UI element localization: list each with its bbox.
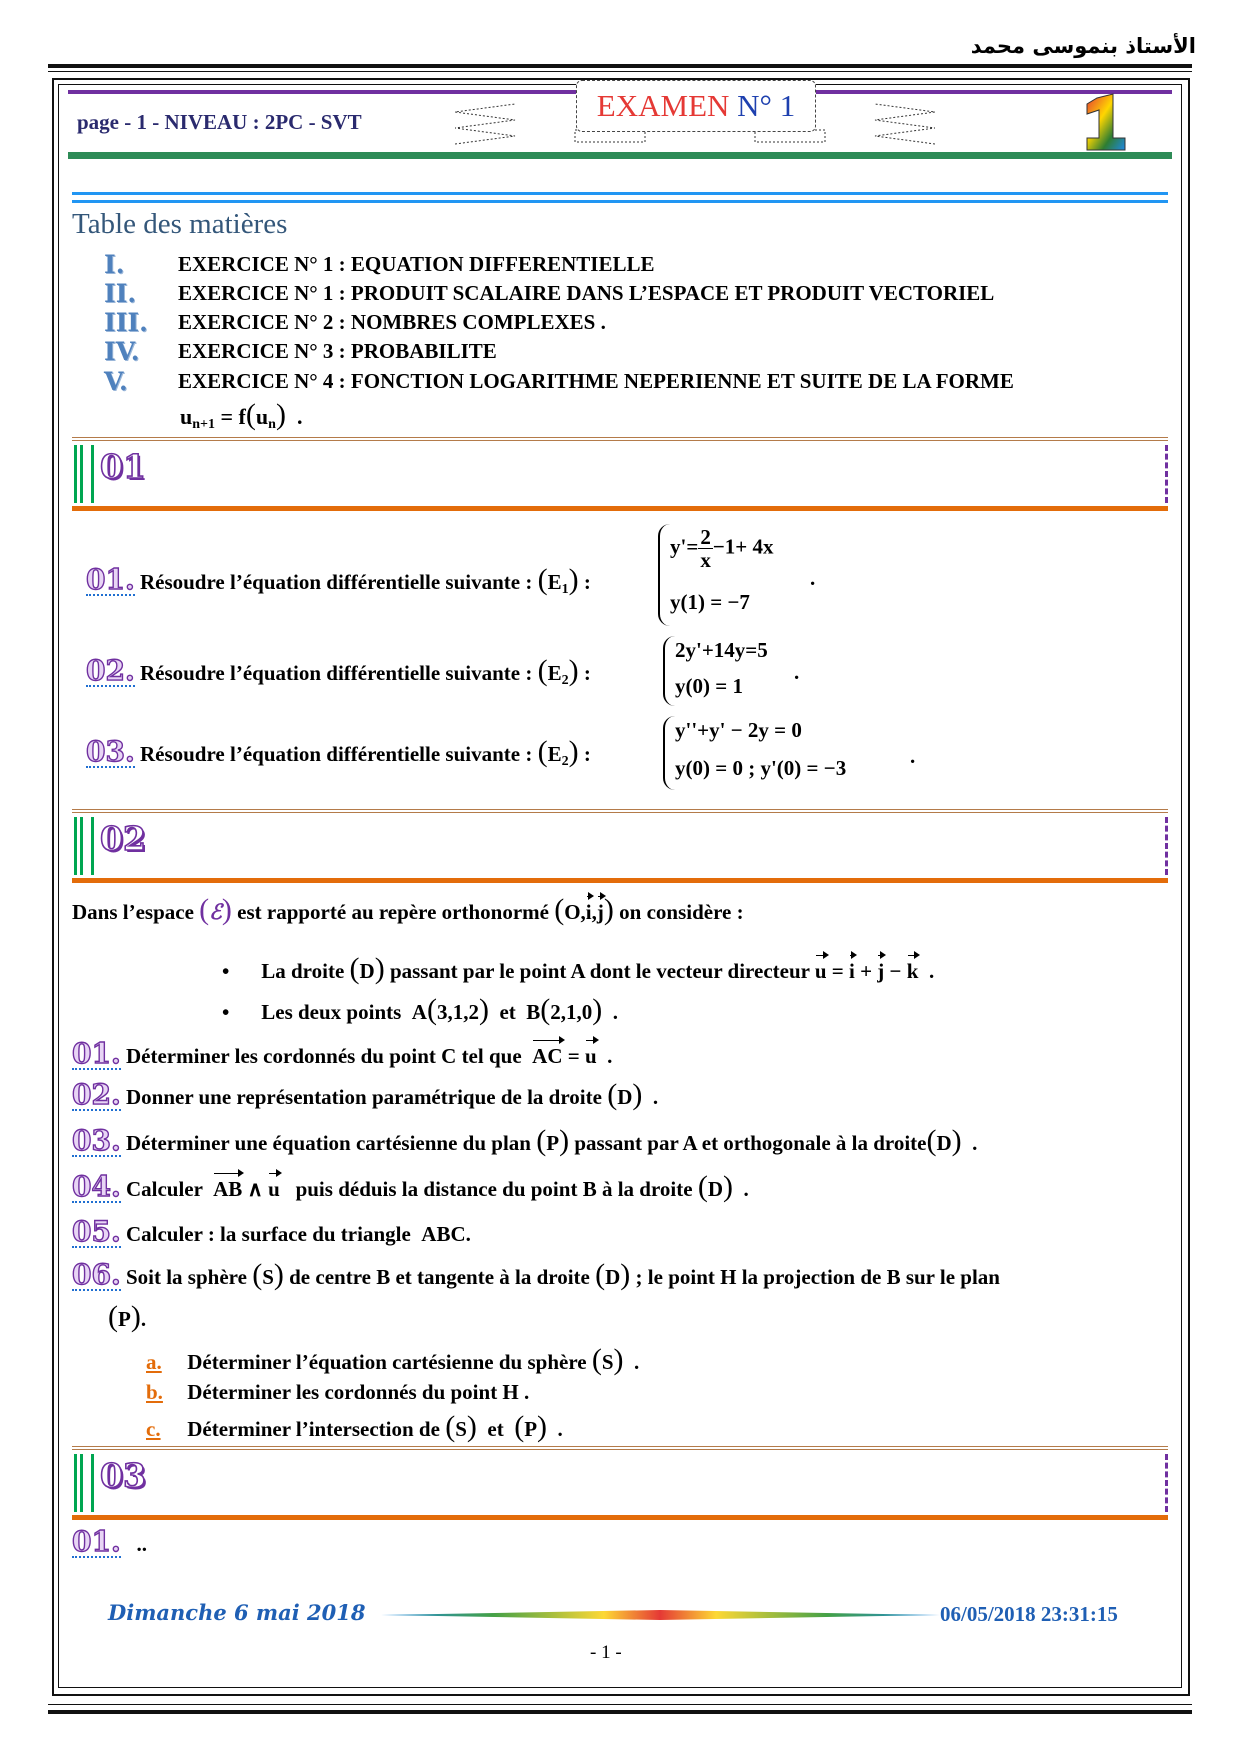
question-number: 03.	[72, 1124, 121, 1157]
exam-title-box	[576, 80, 816, 132]
section-header-01	[72, 437, 1168, 511]
question-number: 01.	[72, 1525, 121, 1558]
footer-timestamp: 06/05/2018 23:31:15	[940, 1602, 1118, 1626]
bottom-rule	[48, 1710, 1192, 1714]
bullet-item: • Les deux points A(3,1,2) et B(2,1,0) .	[222, 993, 619, 1026]
toc-numeral: I.	[104, 250, 125, 279]
toc-item[interactable]	[104, 279, 1104, 307]
equation-system-3: y''+y' − 2y = 0 y(0) = 0 ; y'(0) = −3	[663, 716, 913, 790]
bullet-item: • La droite (D) passant par le point A dont le vecteur directeur u = i + j − k .	[222, 952, 935, 985]
section-header-03	[72, 1446, 1168, 1520]
exercise2-question2: 02. Donner une représentation paramétrique de la droite (D) .	[72, 1078, 659, 1111]
exercise1-question3: 03. Résoudre l’équation différentielle suivante : $(E_2)$ :	[86, 735, 591, 769]
toc-text: EXERCICE N° 1 : EQUATION DIFFERENTIELLE	[178, 252, 655, 276]
toc-title: Table des matières	[72, 208, 288, 240]
exercise2-question4: 04. Calculer AB ∧ u puis déduis la distance du point B à la droite (D) .	[72, 1170, 749, 1203]
question-text: Résoudre l’équation différentielle suivante :	[139, 570, 533, 594]
question-number: 05.	[72, 1215, 121, 1248]
exam-number-logo-icon	[1075, 92, 1135, 152]
sub-question-a: a. Déterminer l’équation cartésienne du sphère (S) .	[146, 1343, 640, 1376]
equation-system-1: y'= $\frac{2}{x}$ −1+ 4x y(1) = −7	[658, 524, 818, 626]
exercise2-question5: 05. Calculer : la surface du triangle ABC.	[72, 1215, 471, 1248]
question-number: 06.	[72, 1258, 121, 1291]
exercise2-question1: 01. Déterminer les cordonnés du point C tel que AC = u .	[72, 1037, 613, 1070]
top-rule	[48, 64, 1192, 68]
toc-item[interactable]	[104, 308, 1104, 336]
toc-numeral: II.	[104, 279, 137, 308]
toc-text: EXERCICE N° 1 : PRODUIT SCALAIRE DANS L’ESPACE ET PRODUIT VECTORIEL	[178, 281, 995, 305]
exam-number: N° 1	[737, 88, 796, 123]
question-number: 04.	[72, 1170, 121, 1203]
exercise1-question2: 02. Résoudre l’équation différentielle suivante : $(E_2)$ :	[86, 654, 591, 688]
blue-rule-2	[72, 200, 1168, 203]
toc-numeral: V.	[104, 367, 128, 396]
blue-rule	[72, 192, 1168, 195]
exam-word: EXAMEN	[596, 88, 730, 123]
footer-date: Dimanche 6 mai 2018	[108, 1600, 366, 1625]
toc-numeral: IV.	[104, 337, 140, 366]
section-number: 01	[100, 447, 146, 486]
toc-numeral: III.	[104, 308, 148, 337]
equation-system-2: 2y'+14y=5 y(0) = 1	[663, 636, 813, 706]
toc-item[interactable]	[104, 250, 1104, 278]
exercise2-question6-plane: (P).	[108, 1300, 147, 1333]
page-number: - 1 -	[590, 1642, 622, 1663]
footer-decorative-bar	[380, 1610, 940, 1620]
question-number: 03.	[86, 735, 135, 768]
toc-item[interactable]	[104, 367, 1104, 395]
section-number: 03	[100, 1456, 146, 1495]
exercise2-question6: 06. Soit la sphère (S) de centre B et tangente à la droite (D) ; le point H la projection de B sur le plan	[72, 1258, 1000, 1291]
toc-text: EXERCICE N° 3 : PROBABILITE	[178, 339, 497, 363]
exercise1-question1: 01. Résoudre l’équation différentielle suivante : $(E_1)$ :	[86, 563, 591, 597]
header-green-rule	[68, 152, 1172, 159]
question-number: 01.	[86, 563, 135, 596]
exercise3-question1: 01. ..	[72, 1525, 147, 1558]
question-number: 02.	[72, 1078, 121, 1111]
sub-question-b: b. Déterminer les cordonnés du point H .	[146, 1380, 530, 1404]
toc-item5-formula: $u_{n+1} = f(u_n)$ .	[180, 398, 303, 432]
sub-question-c: c. Déterminer l’intersection de (S) et (P) .	[146, 1410, 563, 1443]
exercise2-intro: Dans l’espace (ℰ) est rapporté au repère orthonormé (O,i,j) on considère :	[72, 893, 744, 926]
section-header-02	[72, 809, 1168, 883]
toc-text: EXERCICE N° 2 : NOMBRES COMPLEXES .	[178, 310, 606, 334]
section-number: 02	[100, 819, 146, 858]
question-text: Résoudre l’équation différentielle suivante :	[139, 742, 533, 766]
question-number: 02.	[86, 654, 135, 687]
toc-item[interactable]	[104, 337, 1104, 365]
toc-text: EXERCICE N° 4 : FONCTION LOGARITHME NEPERIENNE ET SUITE DE LA FORME	[178, 369, 1014, 393]
top-rule-thin	[48, 71, 1192, 72]
exercise2-question3: 03. Déterminer une équation cartésienne du plan (P) passant par A et orthogonale à la droite(D) .	[72, 1124, 978, 1157]
page-level-label: page - 1 - NIVEAU : 2PC - SVT	[77, 110, 362, 134]
question-text: Résoudre l’équation différentielle suivante :	[139, 661, 533, 685]
author-name: الأستاذ بنموسى محمد	[970, 34, 1196, 58]
bottom-rule-thin	[48, 1704, 1192, 1705]
question-number: 01.	[72, 1037, 121, 1070]
